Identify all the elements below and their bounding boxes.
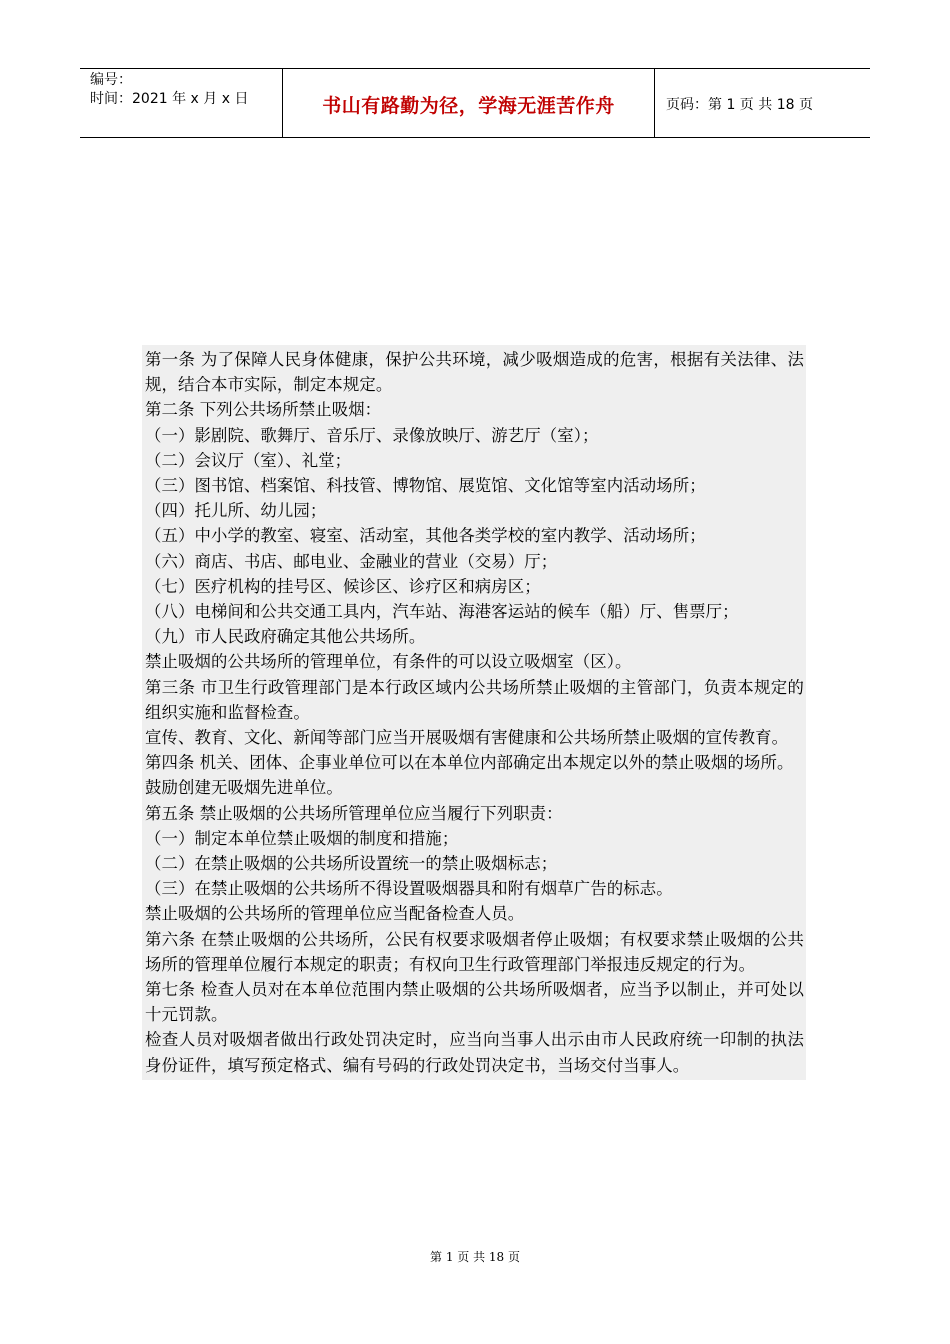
- paragraph: 第六条 在禁止吸烟的公共场所，公民有权要求吸烟者停止吸烟；有权要求禁止吸烟的公共场所的管理单位履行本规定的职责；有权向卫生行政管理部门举报违反规定的行为。: [145, 929, 804, 974]
- document-body: [142, 345, 806, 1080]
- paragraph: （九）市人民政府确定其他公共场所。: [145, 627, 426, 647]
- paragraph: 第二条 下列公共场所禁止吸烟：: [145, 400, 382, 420]
- paragraph: 第四条 机关、团体、企事业单位可以在本单位内部确定出本规定以外的禁止吸烟的场所。: [145, 753, 794, 773]
- page-header: [80, 68, 870, 138]
- header-motto: 书山有路勤为径，学海无涯苦作舟: [283, 69, 655, 137]
- paragraph: （四）托儿所、幼儿园；: [145, 501, 327, 521]
- paragraph: 禁止吸烟的公共场所的管理单位，有条件的可以设立吸烟室（区）。: [145, 652, 632, 672]
- header-page-info: 页码：第 1 页 共 18 页: [666, 97, 813, 113]
- paragraph: （三）在禁止吸烟的公共场所不得设置吸烟器具和附有烟草广告的标志。: [145, 879, 673, 899]
- paragraph: （三）图书馆、档案馆、科技管、博物馆、展览馆、文化馆等室内活动场所；: [145, 476, 706, 496]
- paragraph: （二）会议厅（室）、礼堂；: [145, 450, 352, 470]
- paragraph: 第一条 为了保障人民身体健康，保护公共环境，减少吸烟造成的危害，根据有关法律、法规，结合本市实际，制定本规定。: [145, 350, 804, 395]
- paragraph: 第五条 禁止吸烟的公共场所管理单位应当履行下列职责：: [145, 803, 563, 823]
- paragraph: （一）制定本单位禁止吸烟的制度和措施；: [145, 828, 459, 848]
- page-footer: 第 1 页 共 18 页: [430, 1250, 520, 1264]
- paragraph: （六）商店、书店、邮电业、金融业的营业（交易）厅；: [145, 551, 558, 571]
- paragraph: 宣传、教育、文化、新闻等部门应当开展吸烟有害健康和公共场所禁止吸烟的宣传教育。: [145, 728, 789, 748]
- header-left-cell: [80, 69, 283, 137]
- paragraph: 鼓励创建无吸烟先进单位。: [145, 778, 343, 798]
- paragraph: 检查人员对吸烟者做出行政处罚决定时，应当向当事人出示由市人民政府统一印制的执法身份证件，填写预定格式、编有号码的行政处罚决定书，当场交付当事人。: [145, 1030, 804, 1075]
- paragraph: 禁止吸烟的公共场所的管理单位应当配备检查人员。: [145, 904, 525, 924]
- paragraph: （一）影剧院、歌舞厅、音乐厅、录像放映厅、游艺厅（室）；: [145, 425, 599, 445]
- paragraph: （七）医疗机构的挂号区、候诊区、诊疗区和病房区；: [145, 576, 541, 596]
- paragraph: （八）电梯间和公共交通工具内，汽车站、海港客运站的候车（船）厅、售票厅；: [145, 602, 739, 622]
- paragraph: 第七条 检查人员对在本单位范围内禁止吸烟的公共场所吸烟者，应当予以制止，并可处以十元罚款。: [145, 980, 804, 1025]
- paragraph: 第三条 市卫生行政管理部门是本行政区域内公共场所禁止吸烟的主管部门，负责本规定的组织实施和监督检查。: [145, 677, 804, 722]
- document-number-label: 编号：: [90, 72, 132, 88]
- document-date: 时间：2021 年 x 月 x 日: [90, 91, 249, 107]
- paragraph: （五）中小学的教室、寝室、活动室，其他各类学校的室内教学、活动场所；: [145, 526, 706, 546]
- paragraph: （二）在禁止吸烟的公共场所设置统一的禁止吸烟标志；: [145, 854, 558, 874]
